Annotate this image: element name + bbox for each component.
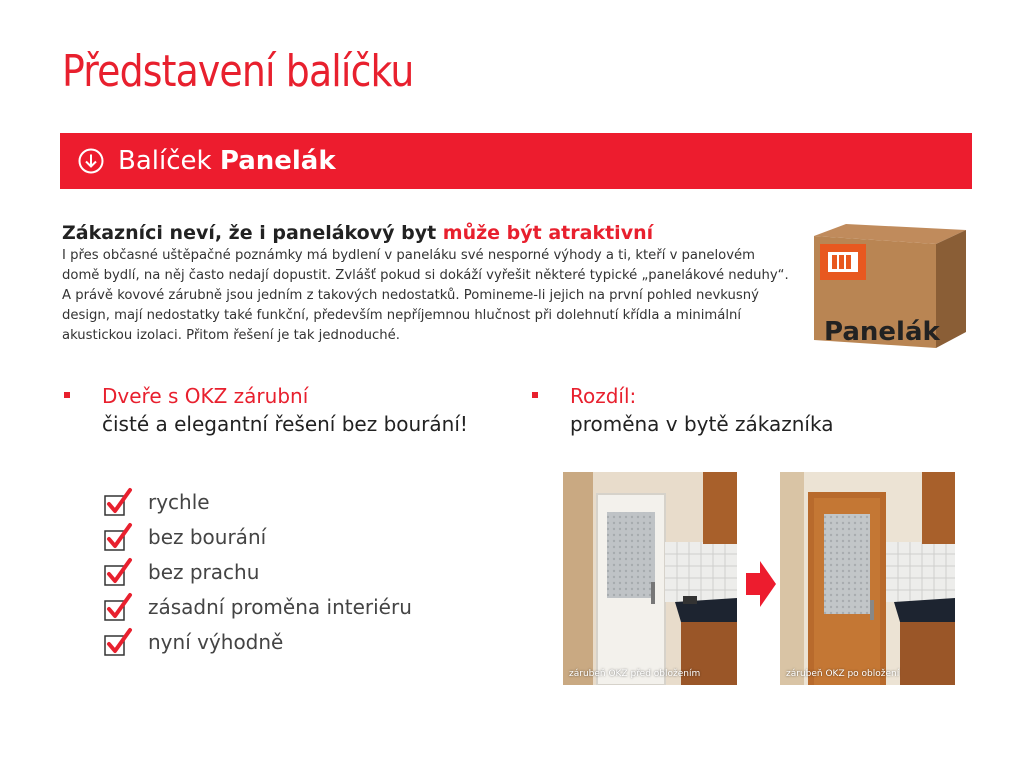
kitchen-after-image <box>780 472 955 685</box>
checkbox-checked-icon <box>104 592 134 622</box>
banner-prefix: Balíček <box>118 146 220 176</box>
bullet-marker <box>532 392 538 398</box>
intro-heading-accent: může být atraktivní <box>442 222 654 244</box>
banner-package-name: Panelák <box>219 146 336 176</box>
page-title: Představení balíčku <box>62 46 414 97</box>
checklist-item <box>104 519 412 554</box>
intro-heading <box>62 222 792 244</box>
photo-before-caption: zárubeň OKZ před obložením <box>569 669 701 679</box>
checklist-item <box>104 554 412 589</box>
checklist-label: zásadní proměna interiéru <box>148 594 412 619</box>
checkbox-checked-icon <box>104 522 134 552</box>
intro-paragraph: I přes občasné uštěpačné poznámky má bydlení v paneláku své nesporné výhody a ti, kteří v panelovém domě bydlí, na něj často nedají dopustit. Zvlášť pokud si dokáží vyřešit některé typické „panelákové neduhy“. A právě kovové zárubně jsou jedním z takových nedostatků. Pomineme-li jejich na první pohled nevkusný design, mají nedostatky také funkční, především nepříjemnou hlučnost při dolehnutí křídla a minimální akustickou izolaci. Přitom řešení je tak jednoduché. <box>62 248 789 343</box>
checklist-item <box>104 484 412 519</box>
bullet-right-title: Rozdíl: <box>570 384 637 408</box>
bullet-left-title: Dveře s OKZ zárubní <box>102 384 309 408</box>
photo-before <box>563 472 737 685</box>
bullet-left-subtitle: čisté a elegantní řešení bez bourání! <box>102 412 468 436</box>
package-box-icon <box>806 222 970 354</box>
intro-section <box>62 222 792 346</box>
photo-after-caption: zárubeň OKZ po obložení <box>786 669 900 679</box>
bullet-right-subtitle: proměna v bytě zákazníka <box>570 412 834 436</box>
photo-after <box>780 472 955 685</box>
box-label: Panelák <box>824 317 940 347</box>
arrow-right-icon <box>746 561 776 607</box>
intro-heading-text: Zákazníci neví, že i panelákový byt <box>62 222 443 244</box>
checklist-label: nyní výhodně <box>148 629 284 654</box>
bullet-rozdil <box>532 384 833 436</box>
checkbox-checked-icon <box>104 487 134 517</box>
bullet-marker <box>64 392 70 398</box>
kitchen-before-image <box>563 472 737 685</box>
checklist-label: bez prachu <box>148 559 260 584</box>
checklist-label: bez bourání <box>148 524 267 549</box>
checklist-item <box>104 589 412 624</box>
checklist-item <box>104 624 412 659</box>
checklist-label: rychle <box>148 489 210 514</box>
banner-title <box>118 146 336 176</box>
checkbox-checked-icon <box>104 627 134 657</box>
checkbox-checked-icon <box>104 557 134 587</box>
package-banner <box>60 133 972 189</box>
bullet-dvere <box>64 384 468 436</box>
benefits-checklist <box>104 484 412 659</box>
arrow-down-circle-icon <box>78 148 104 174</box>
